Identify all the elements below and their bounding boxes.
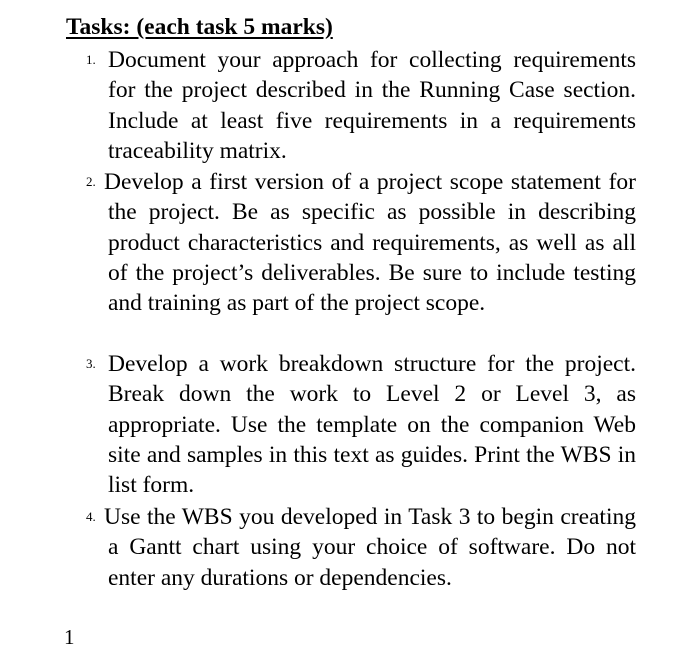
task-text-2: Develop a first version of a project scope statement for the project. Be as specific as possible in describing product characteristics and requirements, as well as all of the project’s deliverables. Be sure to include testing and training as part of the project scope. bbox=[104, 169, 636, 317]
task-item-2 bbox=[86, 167, 636, 318]
page-number: 1 bbox=[64, 625, 75, 649]
task-text-4: Use the WBS you developed in Task 3 to begin creating a Gantt chart using your choice of software. Do not enter any durations or dependencies. bbox=[104, 504, 636, 591]
task-number-1: 1. bbox=[86, 52, 96, 67]
task-item-1 bbox=[86, 45, 636, 166]
task-text-1: Document your approach for collecting requirements for the project described in the Running Case section. Include at least five requirements in a requirements traceability matrix. bbox=[108, 47, 636, 164]
task-number-4: 4. bbox=[86, 509, 96, 524]
tasks-heading: Tasks: (each task 5 marks) bbox=[66, 14, 333, 40]
task-item-4 bbox=[86, 502, 636, 593]
task-number-2: 2. bbox=[86, 174, 96, 189]
task-number-3: 3. bbox=[86, 356, 96, 371]
task-text-3: Develop a work breakdown structure for the project. Break down the work to Level 2 or Level 3, as appropriate. Use the template on the companion Web site and samples in this text as guides. Print the WBS in list form. bbox=[108, 351, 636, 499]
task-item-3 bbox=[86, 349, 636, 500]
